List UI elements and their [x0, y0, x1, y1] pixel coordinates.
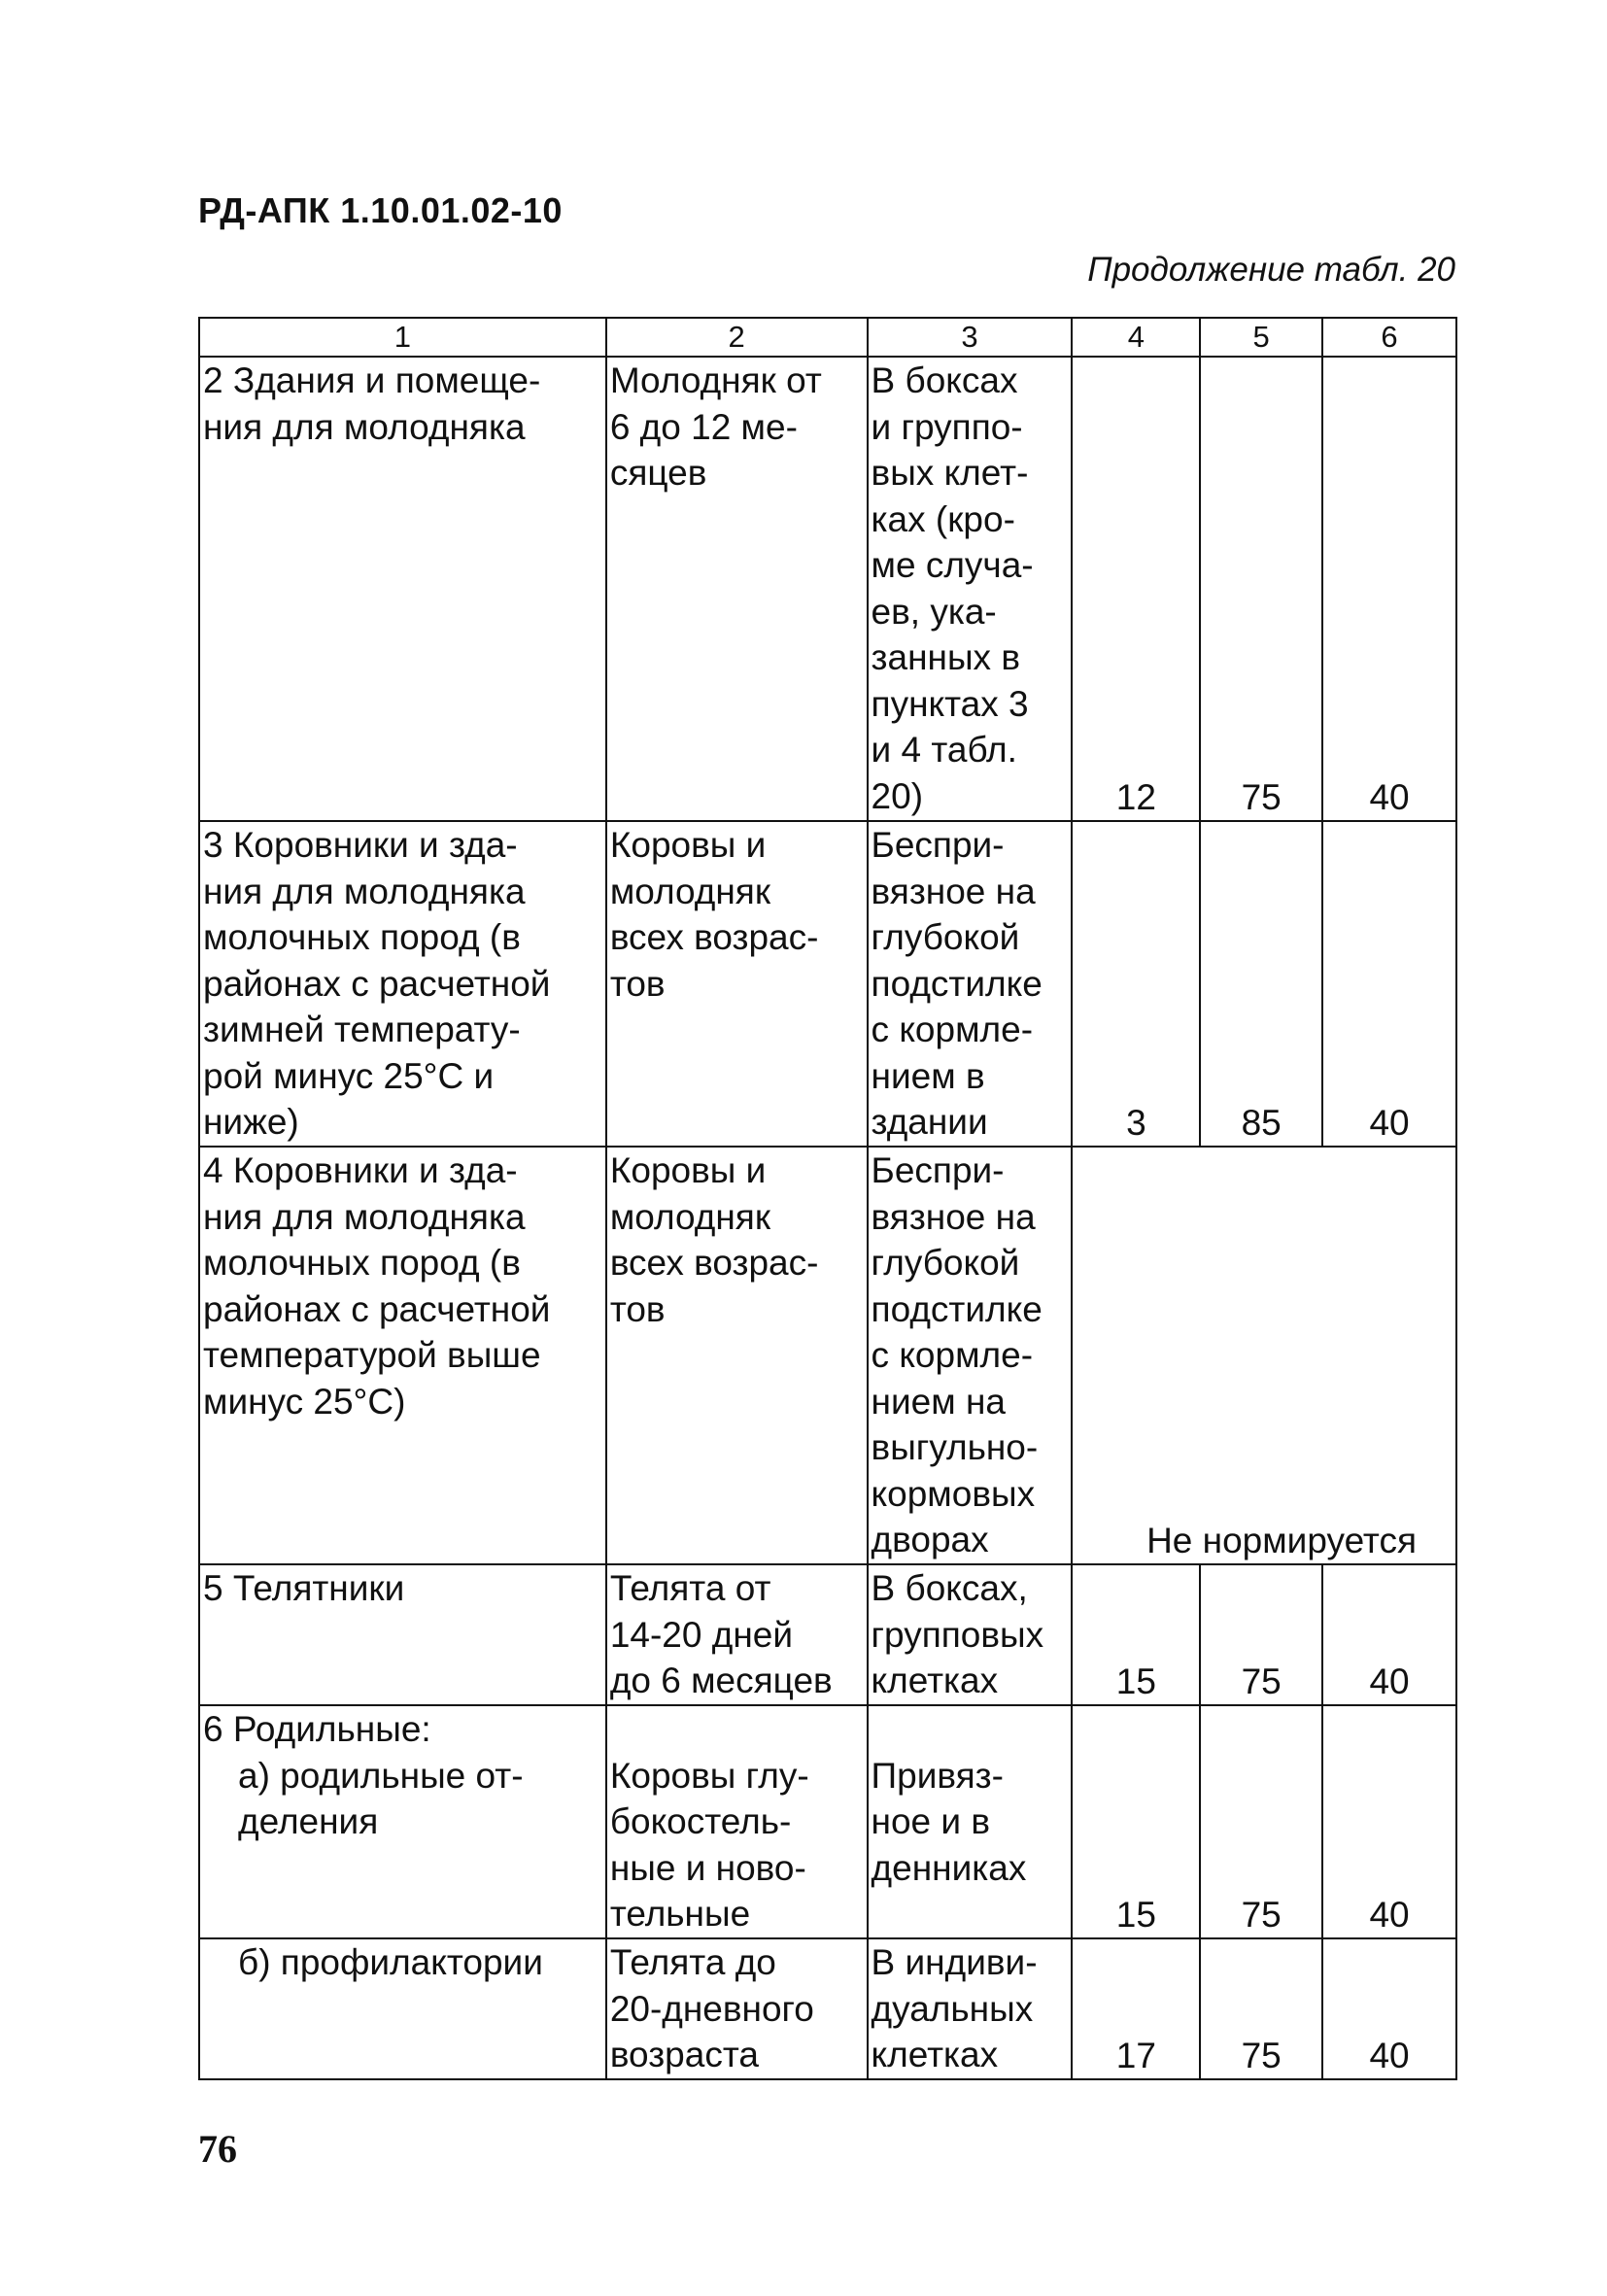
cell-line: возраста [609, 2035, 759, 2074]
column-number-5: 5 [1200, 318, 1322, 357]
housing-method-cell [868, 821, 1073, 1147]
cell-line: Коровы глу- [609, 1755, 809, 1796]
column-number-1: 1 [199, 318, 606, 357]
building-cell [199, 357, 606, 821]
value-col6-cell: 40 [1322, 357, 1456, 821]
building-cell [199, 1705, 606, 1938]
building-cell [199, 821, 606, 1147]
cell-line: Телята от [609, 1568, 771, 1608]
cell-line: 5 Телятники [203, 1568, 405, 1608]
cell-line: Телята до [609, 1942, 776, 1982]
cell-line: денниках [871, 1847, 1027, 1888]
cell-line: Беспри- [871, 1150, 1005, 1190]
cell-line: ния для молодняка [203, 1196, 526, 1237]
cell-line: нием на [871, 1381, 1006, 1422]
value-col5-cell: 75 [1200, 1938, 1322, 2079]
cell-line: здании [871, 1102, 988, 1142]
housing-method-cell [868, 1147, 1073, 1564]
cell-line [872, 1706, 1069, 1753]
column-number-row [199, 318, 1456, 357]
animal-group-cell [606, 1938, 868, 2079]
cell-line: б) профилактории [238, 1942, 543, 1982]
column-number-6: 6 [1322, 318, 1456, 357]
cell-line: Коровы и [609, 825, 767, 865]
table-row [199, 1705, 1456, 1938]
table-row [199, 1564, 1456, 1705]
cell-line: кормовых [871, 1473, 1036, 1514]
animal-group-cell [606, 1705, 868, 1938]
building-cell [199, 1147, 606, 1564]
table-continuation-label: Продолжение табл. 20 [1087, 251, 1455, 289]
cell-line: 2 Здания и помеще- [203, 360, 541, 400]
cell-line: рой минус 25°С и [203, 1055, 495, 1096]
value-col4-cell: 12 [1072, 357, 1200, 821]
cell-line: деления [238, 1801, 379, 1841]
building-cell [199, 1564, 606, 1705]
cell-line: и 4 табл. [871, 730, 1017, 770]
cell-line: В боксах [871, 360, 1018, 400]
cell-line: 6 до 12 ме- [609, 406, 798, 447]
cell-line: пунктах 3 [871, 683, 1029, 724]
cell-line: молочных пород (в [203, 917, 521, 957]
cell-line: районах с расчетной [203, 1288, 551, 1329]
cell-line: Коровы и [609, 1150, 767, 1190]
value-col6-cell: 40 [1322, 1564, 1456, 1705]
value-col5-cell: 75 [1200, 1564, 1322, 1705]
animal-group-cell [606, 357, 868, 821]
animal-group-cell [606, 1147, 868, 1564]
cell-line [610, 1706, 864, 1753]
document-code: РД-АПК 1.10.01.02-10 [198, 190, 563, 230]
cell-line: молодняк [609, 871, 771, 911]
cell-line: глубокой [871, 1243, 1020, 1283]
page-number: 76 [198, 2127, 237, 2171]
cell-line: глубокой [871, 917, 1020, 957]
cell-line: всех возрас- [609, 917, 819, 957]
cell-line: температурой выше [203, 1335, 541, 1375]
cell-line: ках (кро- [871, 498, 1015, 539]
cell-line: а) родильные от- [238, 1755, 524, 1796]
cell-line: 20) [871, 775, 924, 816]
cell-line: с кормле- [871, 1335, 1034, 1375]
cell-line: 20-дневного [609, 1988, 814, 2029]
cell-line: выгульно- [871, 1427, 1039, 1467]
value-col5-cell: 75 [1200, 357, 1322, 821]
building-cell [199, 1938, 606, 2079]
cell-line: сяцев [609, 453, 707, 493]
housing-method-cell [868, 1938, 1073, 2079]
cell-line: ные и ново- [609, 1847, 806, 1888]
cell-line: ния для молодняка [203, 871, 526, 911]
value-col6-cell: 40 [1322, 1938, 1456, 2079]
cell-line: клетках [871, 1661, 999, 1700]
cell-line: с кормле- [871, 1010, 1034, 1049]
value-col4-cell: 3 [1072, 821, 1200, 1147]
value-col6-cell: 40 [1322, 821, 1456, 1147]
cell-line: 3 Коровники и зда- [203, 825, 518, 865]
cell-line: ное и в [871, 1801, 991, 1841]
housing-method-cell [868, 357, 1073, 821]
cell-line: групповых [871, 1614, 1044, 1655]
cell-line: нием в [871, 1055, 985, 1096]
cell-line: ев, ука- [871, 591, 997, 632]
cell-line: подстилке [871, 1288, 1043, 1329]
cell-line: ния для молодняка [203, 406, 526, 447]
cell-line: тов [609, 1288, 666, 1329]
cell-line: 4 Коровники и зда- [203, 1150, 518, 1190]
housing-method-cell [868, 1705, 1073, 1938]
cell-line: молочных пород (в [203, 1243, 521, 1283]
cell-line: тельные [609, 1894, 751, 1934]
column-number-4: 4 [1072, 318, 1200, 357]
housing-method-cell [868, 1564, 1073, 1705]
cell-line: вых клет- [871, 453, 1029, 493]
cell-line: вязное на [871, 1196, 1036, 1237]
cell-line: ме случа- [871, 545, 1034, 585]
cell-line: подстилке [871, 963, 1043, 1004]
cell-line: вязное на [871, 871, 1036, 911]
animal-group-cell [606, 821, 868, 1147]
value-col5-cell: 75 [1200, 1705, 1322, 1938]
column-number-2: 2 [606, 318, 868, 357]
column-number-3: 3 [868, 318, 1073, 357]
cell-line: дуальных [871, 1988, 1034, 2029]
value-col6-cell: 40 [1322, 1705, 1456, 1938]
cell-line: бокостель- [609, 1801, 792, 1841]
cell-line: до 6 месяцев [609, 1661, 833, 1700]
cell-line: Молодняк от [609, 360, 822, 400]
cell-line: районах с расчетной [203, 963, 551, 1004]
cell-line: всех возрас- [609, 1243, 819, 1283]
cell-line: В индиви- [871, 1942, 1038, 1982]
cell-line: зимней температу- [203, 1010, 521, 1049]
cell-line: Беспри- [871, 825, 1005, 865]
norms-table [198, 317, 1457, 2080]
cell-line: и группо- [871, 406, 1023, 447]
cell-line: Привяз- [871, 1755, 1004, 1796]
cell-line: минус 25°С) [203, 1381, 406, 1422]
value-col4-cell: 15 [1072, 1705, 1200, 1938]
table-row [199, 357, 1456, 821]
animal-group-cell [606, 1564, 868, 1705]
cell-line: В боксах, [871, 1568, 1028, 1608]
value-col4-cell: 17 [1072, 1938, 1200, 2079]
value-col5-cell: 85 [1200, 821, 1322, 1147]
cell-line: 14-20 дней [609, 1614, 793, 1655]
cell-line: занных в [871, 637, 1020, 677]
cell-title-line: 6 Родильные: [203, 1709, 431, 1749]
cell-line: ниже) [203, 1102, 299, 1142]
value-col4-cell: 15 [1072, 1564, 1200, 1705]
cell-line: клетках [871, 2035, 999, 2074]
cell-line: тов [609, 963, 666, 1004]
not-regulated-note: Не нормируется [1072, 1147, 1456, 1564]
cell-line: молодняк [609, 1196, 771, 1237]
cell-line: дворах [871, 1520, 989, 1559]
table-row [199, 1147, 1456, 1564]
table-row [199, 821, 1456, 1147]
table-row [199, 1938, 1456, 2079]
